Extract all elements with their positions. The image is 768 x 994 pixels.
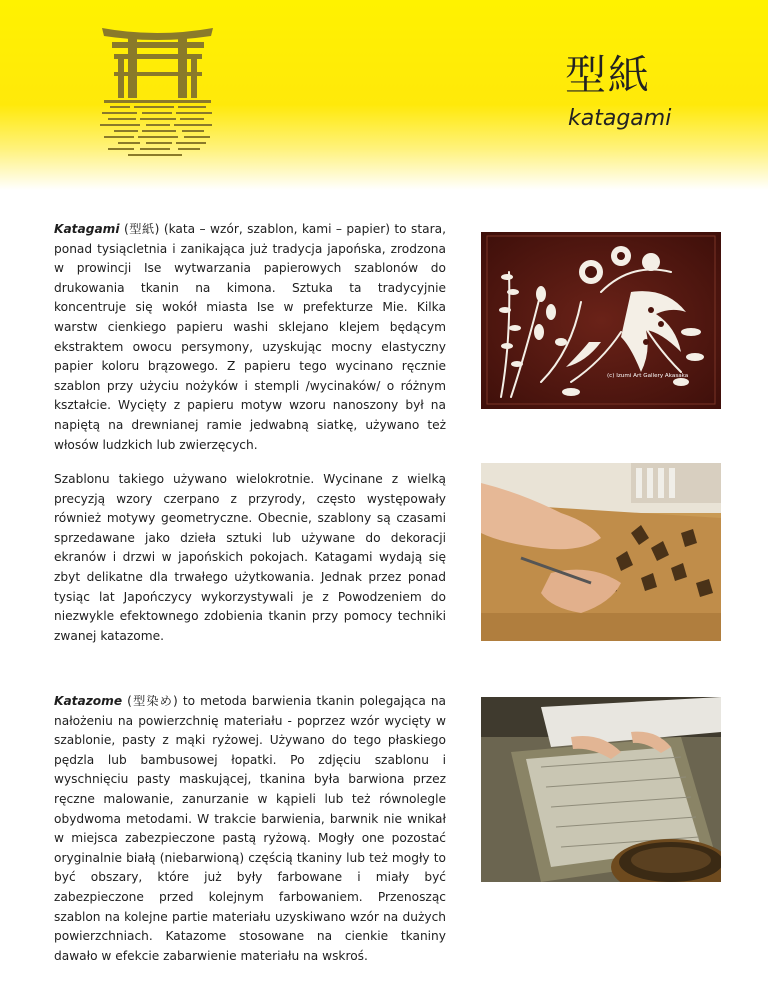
katazome-dyeing-photo	[481, 697, 721, 882]
hands-cutting-illustration	[481, 463, 721, 641]
torii-gate-logo	[100, 24, 215, 160]
katagami-stencil-photo	[481, 232, 721, 409]
phoenix-stencil-illustration	[481, 232, 721, 409]
term-katagami: Katagami	[54, 222, 120, 236]
paragraph-katagami-text: (kata – wzór, szablon, kami – papier) to stara, ponad tysiącletnia i zanikająca już tradycja japońska, zrodzona w prowincji Ise wytwarzania papierowych szablonów do drukowania tkanin na kimona. Sztuka ta tradycyjnie koncentruje się wokół miasta Ise w prefekturze Mie. Kilka warstw cienkiego papieru washi sklejano klejem będącym ekstraktem owocu persymony, uzyskując mocny elastyczny papier koloru brązowego. Z papieru tego wycinano ręcznie szablon przy użyciu nożyków i stempli /wycinaków/ o różnym kształcie. Wycięty z papieru motyw wzoru nanoszony był na napiętą na drewnianej ramie jedwabną siatkę, używano też włosów ludzkich lub zwierzęcych.	[54, 222, 446, 452]
paragraph-stencil-use: Szablonu takiego używano wielokrotnie. Wycinane z wielką precyzją wzory czerpano z przyrody, często występowały również motywy geometryczne. Obecnie, szablony są czasami sprzedawane jako dzieła sztuki lub używane do dekoracji ekranów i drzwi w japońskich pokojach. Katagami wydają się zbyt delikatne dla trwałego użytkowania. Jednak przez ponad tysiąc lat Japończycy wykorzystywali je z Powodzeniem do niezwykle efektownego zdobienia tkanin przy pomocy techniki zwanej katazome.	[54, 472, 446, 643]
page-title-latin: katagami	[568, 106, 672, 131]
paragraph-katazome	[54, 692, 446, 966]
term-katagami-jp: (型紙)	[123, 222, 160, 236]
photo-caption: (c) Izumi Art Gallery Akasaka	[607, 373, 689, 379]
header-banner	[0, 0, 768, 190]
dyeing-workshop-illustration	[481, 697, 721, 882]
stencil-cutting-photo	[481, 463, 721, 641]
term-katazome: Katazome	[54, 694, 123, 708]
term-katazome-jp: (型染め)	[127, 694, 178, 708]
paragraph-katazome-text: to metoda barwienia tkanin polegająca na nałożeniu na powierzchnię materiału - poprzez wzór wycięty w szablonie, pasty z mąki ryżowej. Używano do tego płaskiego pędzla lub bambusowej łopatki. Po zdjęciu szablonu i wyschnięciu pasty maskującej, tkanina była barwiona przez ręczne malowanie, zanurzanie w kąpieli lub też równolegle obydwoma metodami. W trakcie barwienia, barwnik nie wnikał w miejsca zabezpieczone pastą ryżową. Mogły one pozostać oryginalnie białą (niebarwioną) częścią tkaniny lub też mogły to być obszary, które już były farbowane i miały być zabezpieczone przed kolejnym farbowaniem. Przenosząc szablon na kolejne partie materiału uzyskiwano wzór na dużych powierzchniach. Katazome stosowane na cienkie tkaniny dawało w efekcie zabarwienie materiału na wskroś.	[54, 694, 447, 963]
page-title-japanese: 型紙	[565, 51, 651, 99]
paragraph-katagami	[54, 220, 446, 455]
